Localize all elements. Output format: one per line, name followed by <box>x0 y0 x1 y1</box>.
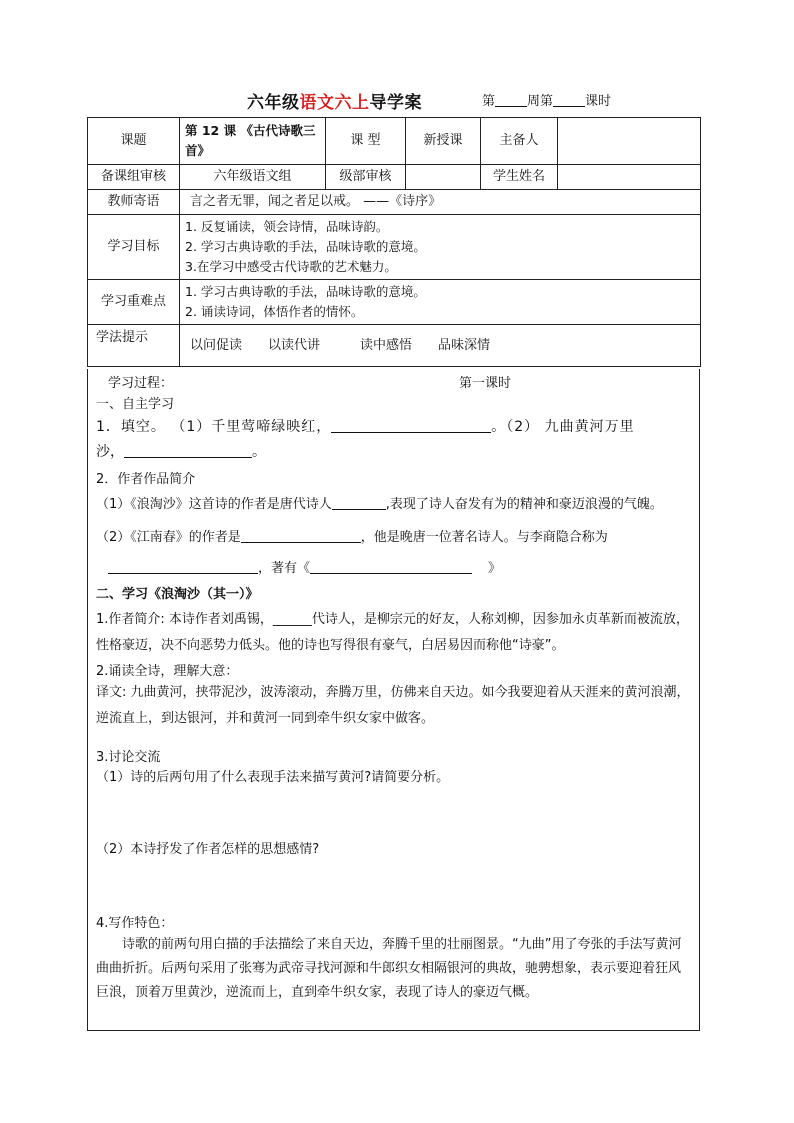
learning-process-section <box>87 369 700 1031</box>
row-methods <box>88 325 701 367</box>
type-value: 新授课 <box>406 118 481 165</box>
week-text-2: 周第 <box>527 94 554 109</box>
q1-text-a: 1．填空。 （1）千里莺啼绿映红， <box>96 419 332 435</box>
topic-value: 第 12 课 《古代诗歌三首》 <box>180 118 326 165</box>
key-point-item: 2. 诵读诗词，体悟作者的情怀。 <box>185 304 364 319</box>
translation: 译文: 九曲黄河，挟带泥沙，波涛滚动，奔腾万里，仿佛来自天边。如今我要迎着从天涯来的黄河浪潮，逆流直上，到达银河，并和黄河一同到牵牛织女家中做客。 <box>96 685 690 726</box>
author-label: 主备人 <box>481 118 558 165</box>
goal-item: 2. 学习古典诗歌的手法，品味诗歌的意境。 <box>185 239 426 254</box>
discussion-q2: （2）本诗抒发了作者怎样的思想感情? <box>96 842 320 857</box>
student-name-value[interactable] <box>558 165 701 190</box>
author-q2-cont <box>108 557 501 576</box>
period-blank[interactable] <box>553 94 585 107</box>
review-value: 六年级语文组 <box>180 165 326 190</box>
author-bio: 1.作者简介: 本诗作者刘禹锡，______代诗人，是柳宗元的好友，人称刘柳，因参加永贞革新而被流放，性格豪迈，决不向恶势力低头。他的诗也写得很有豪气，白居易因而称他“诗豪”。 <box>96 612 689 653</box>
goal-item: 3.在学习中感受古代诗歌的艺术魅力。 <box>185 259 397 274</box>
key-points-label: 学习重难点 <box>88 280 180 325</box>
methods-list <box>180 325 701 367</box>
message-value: 言之者无罪，闻之者足以戒。 ——《诗序》 <box>180 190 701 215</box>
week-text-3: 课时 <box>585 94 612 109</box>
title-subject: 语文六上 <box>299 93 370 113</box>
author-q1 <box>96 493 663 512</box>
section-self-study: 一、自主学习 <box>96 397 175 412</box>
question-fill-blank-cont <box>96 441 266 461</box>
page-title <box>247 88 422 113</box>
writing-features: 诗歌的前两句用白描的手法描绘了来自天边，奔腾千里的壮丽图景。“九曲”用了夸张的手法写黄河曲曲折折。后两句采用了张骞为武帝寻找河源和牛郎织女相隔银河的典故，驰骋想象，表示要迎着狂风巨浪，顶着万里黄沙，逆流而上，直到牵牛织女家，表现了诗人的豪迈气概。 <box>96 937 682 1000</box>
methods-label: 学法提示 <box>88 325 180 367</box>
message-label: 教师寄语 <box>88 190 180 215</box>
q2b-blank[interactable] <box>241 529 361 543</box>
method-item: 品味深情 <box>438 337 491 353</box>
row-message <box>88 190 701 215</box>
type-label: 课 型 <box>326 118 406 165</box>
period-label: 第一课时 <box>459 376 512 391</box>
discussion-title: 3.讨论交流 <box>96 750 161 765</box>
week-text-1: 第 <box>482 94 496 109</box>
goals-list <box>180 215 701 280</box>
discussion-q1: （1）诗的后两句用了什么表现手法来描写黄河?请简要分析。 <box>96 770 450 785</box>
q2c-text-1: ，著有《 <box>258 561 311 576</box>
goals-label: 学习目标 <box>88 215 180 280</box>
q2c-text-2: 》 <box>488 561 502 576</box>
q1-text-d: 。 <box>252 444 266 460</box>
q2a-text-1: （1）《浪淘沙》这首诗的作者是唐代诗人 <box>96 497 332 512</box>
row-review <box>88 165 701 190</box>
q2a-text-2: ,表现了诗人奋发有为的精神和豪迈浪漫的气魄。 <box>385 497 663 512</box>
method-item: 以问促读 <box>190 337 243 353</box>
q2c-blank-2[interactable] <box>310 560 472 574</box>
q1-blank-1[interactable] <box>331 419 491 433</box>
q2b-text-1: （2）《江南春》的作者是 <box>96 530 241 545</box>
goal-item: 1. 反复诵读，领会诗情，品味诗韵。 <box>185 219 389 234</box>
section-poem-study: 二、学习《浪淘沙（其一）》 <box>96 587 259 602</box>
method-item: 以读代讲 <box>268 337 321 353</box>
review-label: 备课组审核 <box>88 165 180 190</box>
question-fill-blank <box>96 416 635 436</box>
student-name-label: 学生姓名 <box>481 165 558 190</box>
q2c-blank-1[interactable] <box>108 560 258 574</box>
q2a-blank[interactable] <box>332 496 386 510</box>
writing-features-title: 4.写作特色： <box>96 916 174 931</box>
page-header <box>0 88 794 113</box>
grade-review-label: 级部审核 <box>326 165 406 190</box>
lesson-info-table <box>87 117 701 367</box>
author-intro-title: 2．作者作品简介 <box>96 472 196 487</box>
key-point-item: 1. 学习古典诗歌的手法，品味诗歌的意境。 <box>185 284 426 299</box>
q1-text-b: 。（2） 九曲黄河万里 <box>491 419 635 435</box>
row-key-points <box>88 280 701 325</box>
grade-review-value[interactable] <box>406 165 481 190</box>
week-period <box>482 90 611 109</box>
q1-text-c: 沙， <box>96 444 124 460</box>
row-topic <box>88 118 701 165</box>
row-goals <box>88 215 701 280</box>
method-item: 读中感悟 <box>360 337 413 353</box>
q2b-text-2: ，他是晚唐一位著名诗人。与李商隐合称为 <box>360 530 608 545</box>
topic-label: 课题 <box>88 118 180 165</box>
author-value[interactable] <box>558 118 701 165</box>
week-blank[interactable] <box>495 94 527 107</box>
q1-blank-2[interactable] <box>124 444 252 458</box>
title-grade: 六年级 <box>247 93 300 113</box>
recite-title: 2.诵读全诗，理解大意： <box>96 664 239 679</box>
process-label: 学习过程： <box>108 376 174 391</box>
author-q2 <box>96 526 608 545</box>
key-points-list <box>180 280 701 325</box>
title-type: 导学案 <box>369 93 422 113</box>
